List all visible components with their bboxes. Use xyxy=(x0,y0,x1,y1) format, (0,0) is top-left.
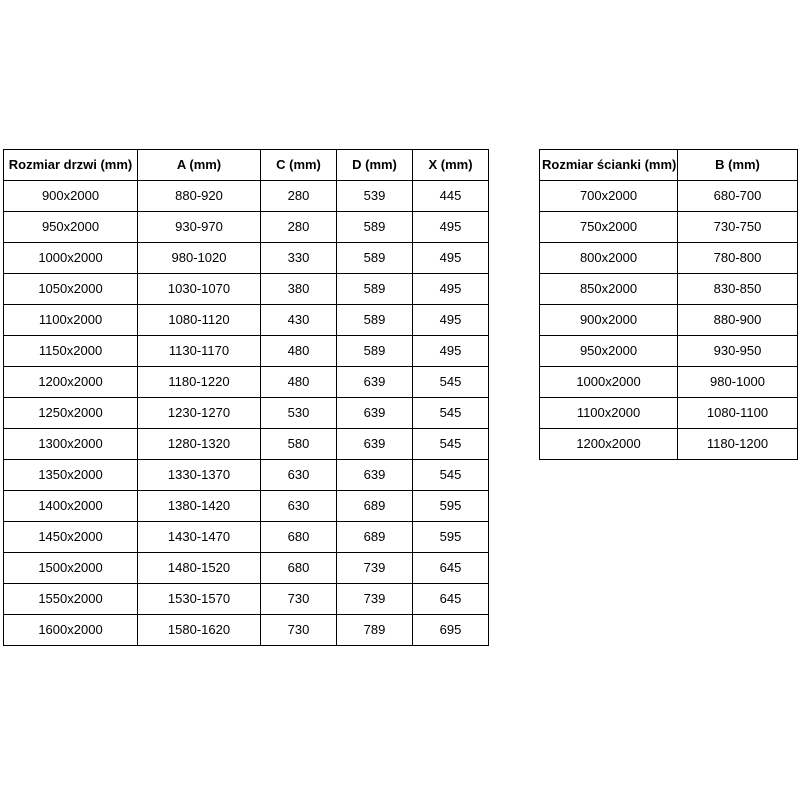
table-cell: 980-1020 xyxy=(138,243,261,274)
table-cell: 630 xyxy=(261,460,337,491)
table-cell: 545 xyxy=(413,460,489,491)
table-cell: 589 xyxy=(337,212,413,243)
table-cell: 950x2000 xyxy=(4,212,138,243)
table-cell: 495 xyxy=(413,243,489,274)
table-cell: 495 xyxy=(413,212,489,243)
table-cell: 589 xyxy=(337,243,413,274)
column-header: Rozmiar drzwi (mm) xyxy=(4,150,138,181)
table-row xyxy=(4,367,489,398)
table-cell: 950x2000 xyxy=(540,336,678,367)
table-cell: 1100x2000 xyxy=(4,305,138,336)
table-cell: 780-800 xyxy=(678,243,798,274)
table-row xyxy=(540,243,798,274)
table-cell: 930-970 xyxy=(138,212,261,243)
table-cell: 700x2000 xyxy=(540,181,678,212)
table-row xyxy=(4,181,489,212)
table-cell: 1250x2000 xyxy=(4,398,138,429)
table-cell: 1330-1370 xyxy=(138,460,261,491)
table-cell: 1200x2000 xyxy=(540,429,678,460)
table-row xyxy=(4,553,489,584)
table-cell: 1230-1270 xyxy=(138,398,261,429)
table-cell: 645 xyxy=(413,553,489,584)
table-cell: 1350x2000 xyxy=(4,460,138,491)
table-cell: 830-850 xyxy=(678,274,798,305)
table-cell: 1500x2000 xyxy=(4,553,138,584)
table-cell: 1450x2000 xyxy=(4,522,138,553)
table-row xyxy=(540,336,798,367)
table-cell: 689 xyxy=(337,491,413,522)
table-cell: 445 xyxy=(413,181,489,212)
table-cell: 800x2000 xyxy=(540,243,678,274)
table-cell: 1400x2000 xyxy=(4,491,138,522)
table-cell: 739 xyxy=(337,584,413,615)
table-row xyxy=(4,460,489,491)
table-cell: 1200x2000 xyxy=(4,367,138,398)
table-cell: 789 xyxy=(337,615,413,646)
table-cell: 545 xyxy=(413,429,489,460)
table-row xyxy=(4,212,489,243)
table-row xyxy=(540,367,798,398)
table-row xyxy=(4,615,489,646)
table-cell: 1080-1100 xyxy=(678,398,798,429)
table-cell: 480 xyxy=(261,367,337,398)
table-row xyxy=(4,429,489,460)
table-cell: 730 xyxy=(261,615,337,646)
door-table-header-row xyxy=(4,150,489,181)
table-cell: 1550x2000 xyxy=(4,584,138,615)
table-cell: 1480-1520 xyxy=(138,553,261,584)
table-cell: 1080-1120 xyxy=(138,305,261,336)
table-cell: 539 xyxy=(337,181,413,212)
door-dimensions-table xyxy=(3,149,489,646)
table-cell: 1050x2000 xyxy=(4,274,138,305)
table-cell: 639 xyxy=(337,398,413,429)
table-cell: 430 xyxy=(261,305,337,336)
table-cell: 1000x2000 xyxy=(4,243,138,274)
column-header: Rozmiar ścianki (mm) xyxy=(540,150,678,181)
table-cell: 1600x2000 xyxy=(4,615,138,646)
table-cell: 930-950 xyxy=(678,336,798,367)
table-cell: 680-700 xyxy=(678,181,798,212)
table-cell: 639 xyxy=(337,460,413,491)
table-cell: 639 xyxy=(337,367,413,398)
door-table-body xyxy=(4,181,489,646)
table-cell: 630 xyxy=(261,491,337,522)
table-cell: 639 xyxy=(337,429,413,460)
table-cell: 695 xyxy=(413,615,489,646)
table-cell: 1180-1200 xyxy=(678,429,798,460)
table-row xyxy=(540,181,798,212)
wall-dimensions-table xyxy=(539,149,798,460)
table-cell: 900x2000 xyxy=(540,305,678,336)
table-row xyxy=(540,398,798,429)
table-cell: 1430-1470 xyxy=(138,522,261,553)
table-cell: 1580-1620 xyxy=(138,615,261,646)
table-cell: 495 xyxy=(413,305,489,336)
table-cell: 380 xyxy=(261,274,337,305)
wall-table-header-row xyxy=(540,150,798,181)
table-cell: 880-900 xyxy=(678,305,798,336)
table-cell: 750x2000 xyxy=(540,212,678,243)
table-cell: 545 xyxy=(413,398,489,429)
column-header: X (mm) xyxy=(413,150,489,181)
table-cell: 1100x2000 xyxy=(540,398,678,429)
table-cell: 1300x2000 xyxy=(4,429,138,460)
table-cell: 900x2000 xyxy=(4,181,138,212)
column-header: C (mm) xyxy=(261,150,337,181)
table-cell: 280 xyxy=(261,181,337,212)
table-row xyxy=(4,491,489,522)
table-row xyxy=(4,243,489,274)
table-cell: 739 xyxy=(337,553,413,584)
table-cell: 880-920 xyxy=(138,181,261,212)
table-cell: 1530-1570 xyxy=(138,584,261,615)
table-row xyxy=(4,305,489,336)
table-cell: 280 xyxy=(261,212,337,243)
table-row xyxy=(540,274,798,305)
table-cell: 730-750 xyxy=(678,212,798,243)
table-row xyxy=(4,336,489,367)
table-cell: 1130-1170 xyxy=(138,336,261,367)
table-cell: 1150x2000 xyxy=(4,336,138,367)
table-cell: 330 xyxy=(261,243,337,274)
table-row xyxy=(540,212,798,243)
table-cell: 595 xyxy=(413,522,489,553)
table-row xyxy=(4,584,489,615)
table-cell: 495 xyxy=(413,336,489,367)
table-cell: 730 xyxy=(261,584,337,615)
column-header: B (mm) xyxy=(678,150,798,181)
column-header: D (mm) xyxy=(337,150,413,181)
table-cell: 580 xyxy=(261,429,337,460)
table-cell: 530 xyxy=(261,398,337,429)
table-cell: 595 xyxy=(413,491,489,522)
table-cell: 980-1000 xyxy=(678,367,798,398)
table-cell: 850x2000 xyxy=(540,274,678,305)
table-cell: 1280-1320 xyxy=(138,429,261,460)
wall-table-body xyxy=(540,181,798,460)
table-row xyxy=(4,522,489,553)
table-row xyxy=(540,305,798,336)
table-cell: 589 xyxy=(337,336,413,367)
table-cell: 1000x2000 xyxy=(540,367,678,398)
table-cell: 545 xyxy=(413,367,489,398)
table-cell: 589 xyxy=(337,305,413,336)
table-cell: 689 xyxy=(337,522,413,553)
table-row xyxy=(4,274,489,305)
table-cell: 1030-1070 xyxy=(138,274,261,305)
column-header: A (mm) xyxy=(138,150,261,181)
table-cell: 680 xyxy=(261,553,337,584)
table-cell: 495 xyxy=(413,274,489,305)
table-cell: 589 xyxy=(337,274,413,305)
table-cell: 645 xyxy=(413,584,489,615)
table-cell: 1180-1220 xyxy=(138,367,261,398)
table-cell: 480 xyxy=(261,336,337,367)
table-row xyxy=(540,429,798,460)
table-cell: 1380-1420 xyxy=(138,491,261,522)
table-cell: 680 xyxy=(261,522,337,553)
table-row xyxy=(4,398,489,429)
